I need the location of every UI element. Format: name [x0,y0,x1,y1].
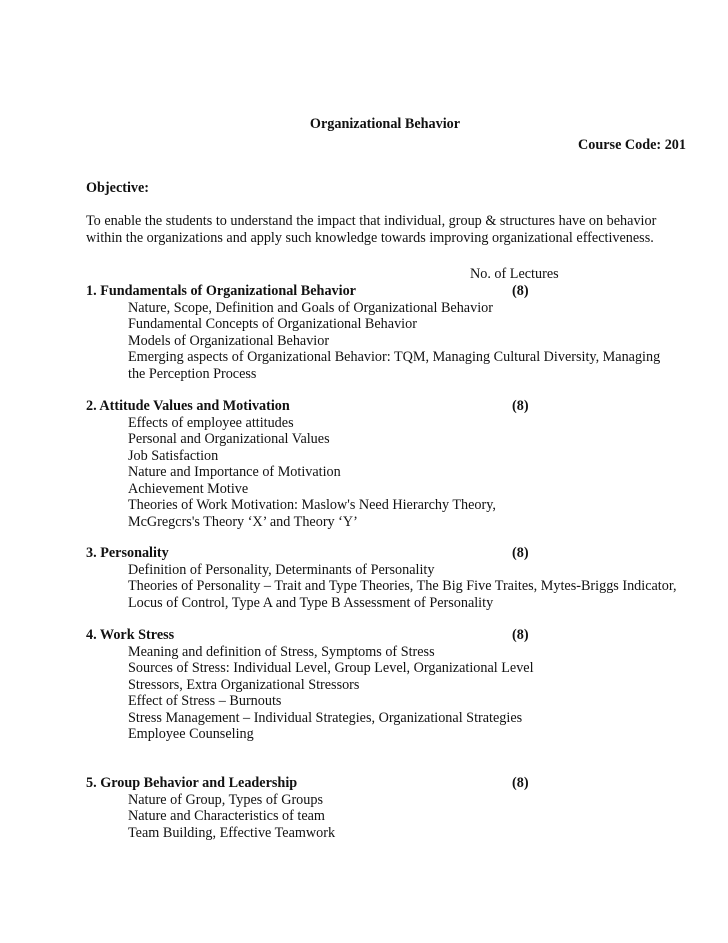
unit-lecture-count: (8) [512,283,529,299]
unit-title: 1. Fundamentals of Organizational Behavior [86,283,356,299]
document-title: Organizational Behavior [309,116,461,132]
topic-item: Theories of Personality – Trait and Type Theories, The Big Five Traites, Mytes-Briggs Indicator, [128,578,677,594]
unit-lecture-count: (8) [512,398,529,414]
topic-item: Nature, Scope, Definition and Goals of Organizational Behavior [128,299,493,316]
topic-item: Locus of Control, Type A and Type B Assessment of Personality [128,594,494,611]
topic-item: Personal and Organizational Values [128,431,330,447]
topic-item: Nature and Characteristics of team [128,808,325,824]
topic-item: Effect of Stress – Burnouts [128,693,282,709]
unit-5 [86,775,706,841]
objective-line: within the organizations and apply such knowledge towards improving organizational effectiveness. [86,230,654,246]
unit-lecture-count: (8) [512,545,529,561]
topic-item: Fundamental Concepts of Organizational Behavior [128,316,417,332]
topic-item: Sources of Stress: Individual Level, Group Level, Organizational Level [128,660,534,676]
topic-list [86,562,706,612]
unit-4 [86,627,706,743]
topic-list [86,300,706,383]
unit-heading [86,627,706,644]
topic-item: Achievement Motive [128,480,249,497]
topic-item: Job Satisfaction [128,447,219,464]
unit-heading [86,775,706,792]
topic-item: Nature and Importance of Motivation [128,464,341,480]
unit-lecture-count: (8) [512,627,529,643]
objective-heading: Objective: [86,180,150,196]
topic-item: Meaning and definition of Stress, Symptoms of Stress [128,643,435,660]
topic-item: Effects of employee attitudes [128,414,294,431]
unit-title: 3. Personality [86,545,169,561]
objective-line: To enable the students to understand the impact that individual, group & structures have on behavior [86,213,657,229]
unit-3 [86,545,706,611]
unit-heading [86,283,706,300]
topic-item: Stressors, Extra Organizational Stressors [128,676,360,693]
topic-item: Employee Counseling [128,726,254,742]
unit-2 [86,398,706,530]
topic-item: Emerging aspects of Organizational Behavior: TQM, Managing Cultural Diversity, Managing [128,349,661,365]
unit-title: 2. Attitude Values and Motivation [86,398,290,414]
unit-heading [86,398,706,415]
unit-1 [86,283,706,382]
unit-heading [86,545,706,562]
topic-item: Team Building, Effective Teamwork [128,824,336,841]
topic-item: Nature of Group, Types of Groups [128,791,323,808]
topic-list [86,792,706,842]
topic-item: Models of Organizational Behavior [128,332,330,349]
topic-item: Theories of Work Motivation: Maslow's Need Hierarchy Theory, [128,497,496,513]
topic-item: Definition of Personality, Determinants of Personality [128,561,435,578]
lectures-heading: No. of Lectures [470,266,559,282]
unit-title: 5. Group Behavior and Leadership [86,775,298,791]
topic-item: McGregcrs's Theory ‘X’ and Theory ‘Y’ [128,513,358,530]
course-code: Course Code: 201 [578,137,686,153]
objective-text [86,213,706,247]
unit-lecture-count: (8) [512,775,529,791]
topic-list [86,415,706,531]
topic-item: the Perception Process [128,365,257,382]
topic-list [86,644,706,743]
unit-title: 4. Work Stress [86,627,175,643]
topic-item: Stress Management – Individual Strategies, Organizational Strategies [128,709,523,726]
